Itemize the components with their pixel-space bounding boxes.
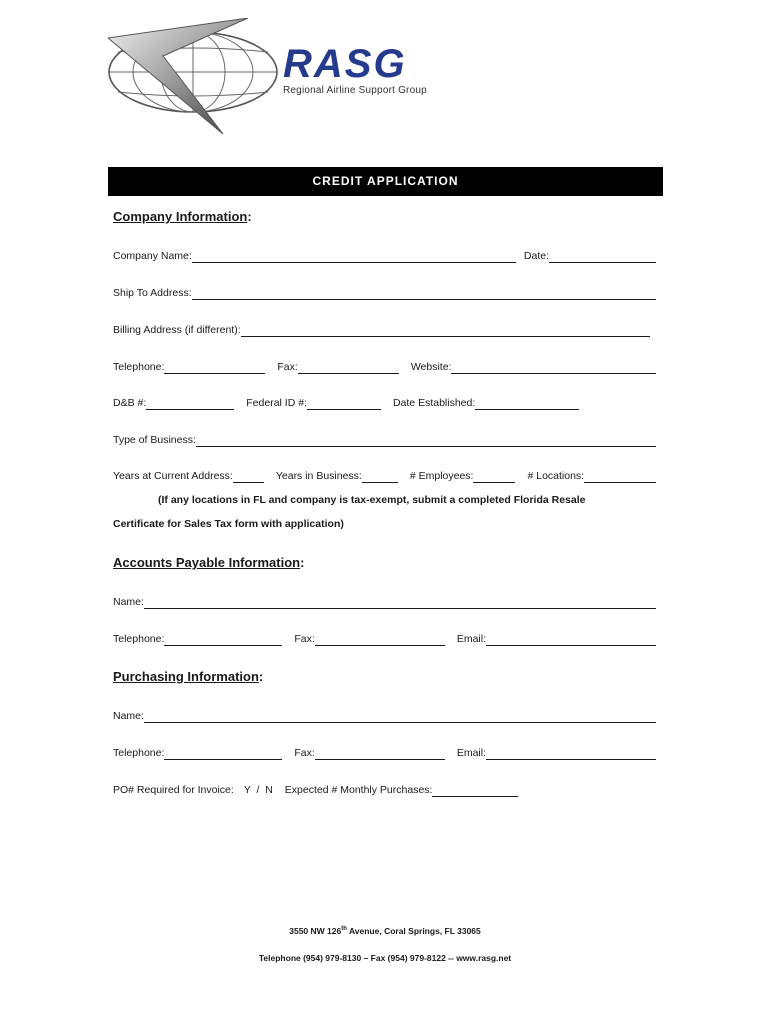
purchasing-name-label: Name: [113,710,144,722]
telephone-label: Telephone: [113,361,165,373]
ap-info-heading: Accounts Payable Information: [113,555,305,570]
purchasing-email-label: Email: [456,747,486,759]
form-title: CREDIT APPLICATION [108,167,663,196]
dnb-field[interactable] [146,399,234,410]
ship-to-row [113,287,656,300]
ap-name-row [113,596,656,609]
employees-field[interactable] [473,472,515,483]
years-current-field[interactable] [233,472,264,483]
billing-row [113,324,650,337]
logo-tagline: Regional Airline Support Group [283,85,427,96]
dnb-label: D&B #: [113,397,147,409]
ap-email-label: Email: [456,633,486,645]
purchasing-telephone-field[interactable] [164,749,282,760]
federal-id-field[interactable] [307,399,381,410]
billing-field[interactable] [241,326,650,337]
business-type-row [113,434,656,447]
federal-id-label: Federal ID #: [246,397,307,409]
logo-wordmark: RASG [283,42,407,86]
company-info-heading: Company Information: [113,209,252,224]
website-label: Website: [410,361,452,373]
fax-label: Fax: [277,361,298,373]
ap-telephone-field[interactable] [164,635,282,646]
ap-telephone-label: Telephone: [113,633,165,645]
company-name-field[interactable] [192,252,516,263]
contact-row [113,361,656,374]
telephone-field[interactable] [164,363,265,374]
monthly-purchases-label: Expected # Monthly Purchases: [284,784,433,796]
ap-fax-field[interactable] [315,635,445,646]
po-row [113,784,518,797]
date-label: Date: [523,250,549,262]
website-field[interactable] [451,363,656,374]
purchasing-fax-label: Fax: [294,747,315,759]
ap-fax-label: Fax: [294,633,315,645]
po-yes-no-options[interactable]: Y / N [243,784,273,796]
ap-name-label: Name: [113,596,144,608]
purchasing-telephone-label: Telephone: [113,747,165,759]
billing-label: Billing Address (if different): [113,324,241,336]
monthly-purchases-field[interactable] [432,786,518,797]
years-current-label: Years at Current Address: [113,470,233,482]
ap-email-field[interactable] [486,635,656,646]
fax-field[interactable] [298,363,399,374]
locations-field[interactable] [584,472,656,483]
purchasing-name-field[interactable] [144,712,656,723]
date-field[interactable] [549,252,656,263]
purchasing-contact-row [113,747,656,760]
purchasing-fax-field[interactable] [315,749,445,760]
po-required-label: PO# Required for Invoice: [113,784,234,796]
date-established-label: Date Established: [392,397,476,409]
ids-row [113,397,579,410]
company-name-row [113,250,656,263]
locations-label: # Locations: [527,470,585,482]
ship-to-label: Ship To Address: [113,287,192,299]
ap-name-field[interactable] [144,598,656,609]
years-business-field[interactable] [362,472,398,483]
ap-contact-row [113,633,656,646]
business-type-label: Type of Business: [113,434,196,446]
tax-note-line-1: (If any locations in FL and company is tax-exempt, submit a completed Florida Resale [158,494,586,506]
brand-logo [283,44,427,96]
employees-label: # Employees: [409,470,474,482]
purchasing-name-row [113,710,656,723]
date-established-field[interactable] [475,399,579,410]
ship-to-field[interactable] [192,289,656,300]
tax-note-line-2: Certificate for Sales Tax form with application) [113,518,344,530]
purchasing-email-field[interactable] [486,749,656,760]
company-name-label: Company Name: [113,250,192,262]
footer-contact: Telephone (954) 979-8130 – Fax (954) 979-8122 -- www.rasg.net [258,953,512,963]
footer-address: 3550 NW 126th Avenue, Coral Springs, FL 33065 [289,926,481,936]
years-business-label: Years in Business: [275,470,362,482]
purchasing-info-heading: Purchasing Information: [113,669,264,684]
years-row [113,470,656,483]
business-type-field[interactable] [196,436,656,447]
